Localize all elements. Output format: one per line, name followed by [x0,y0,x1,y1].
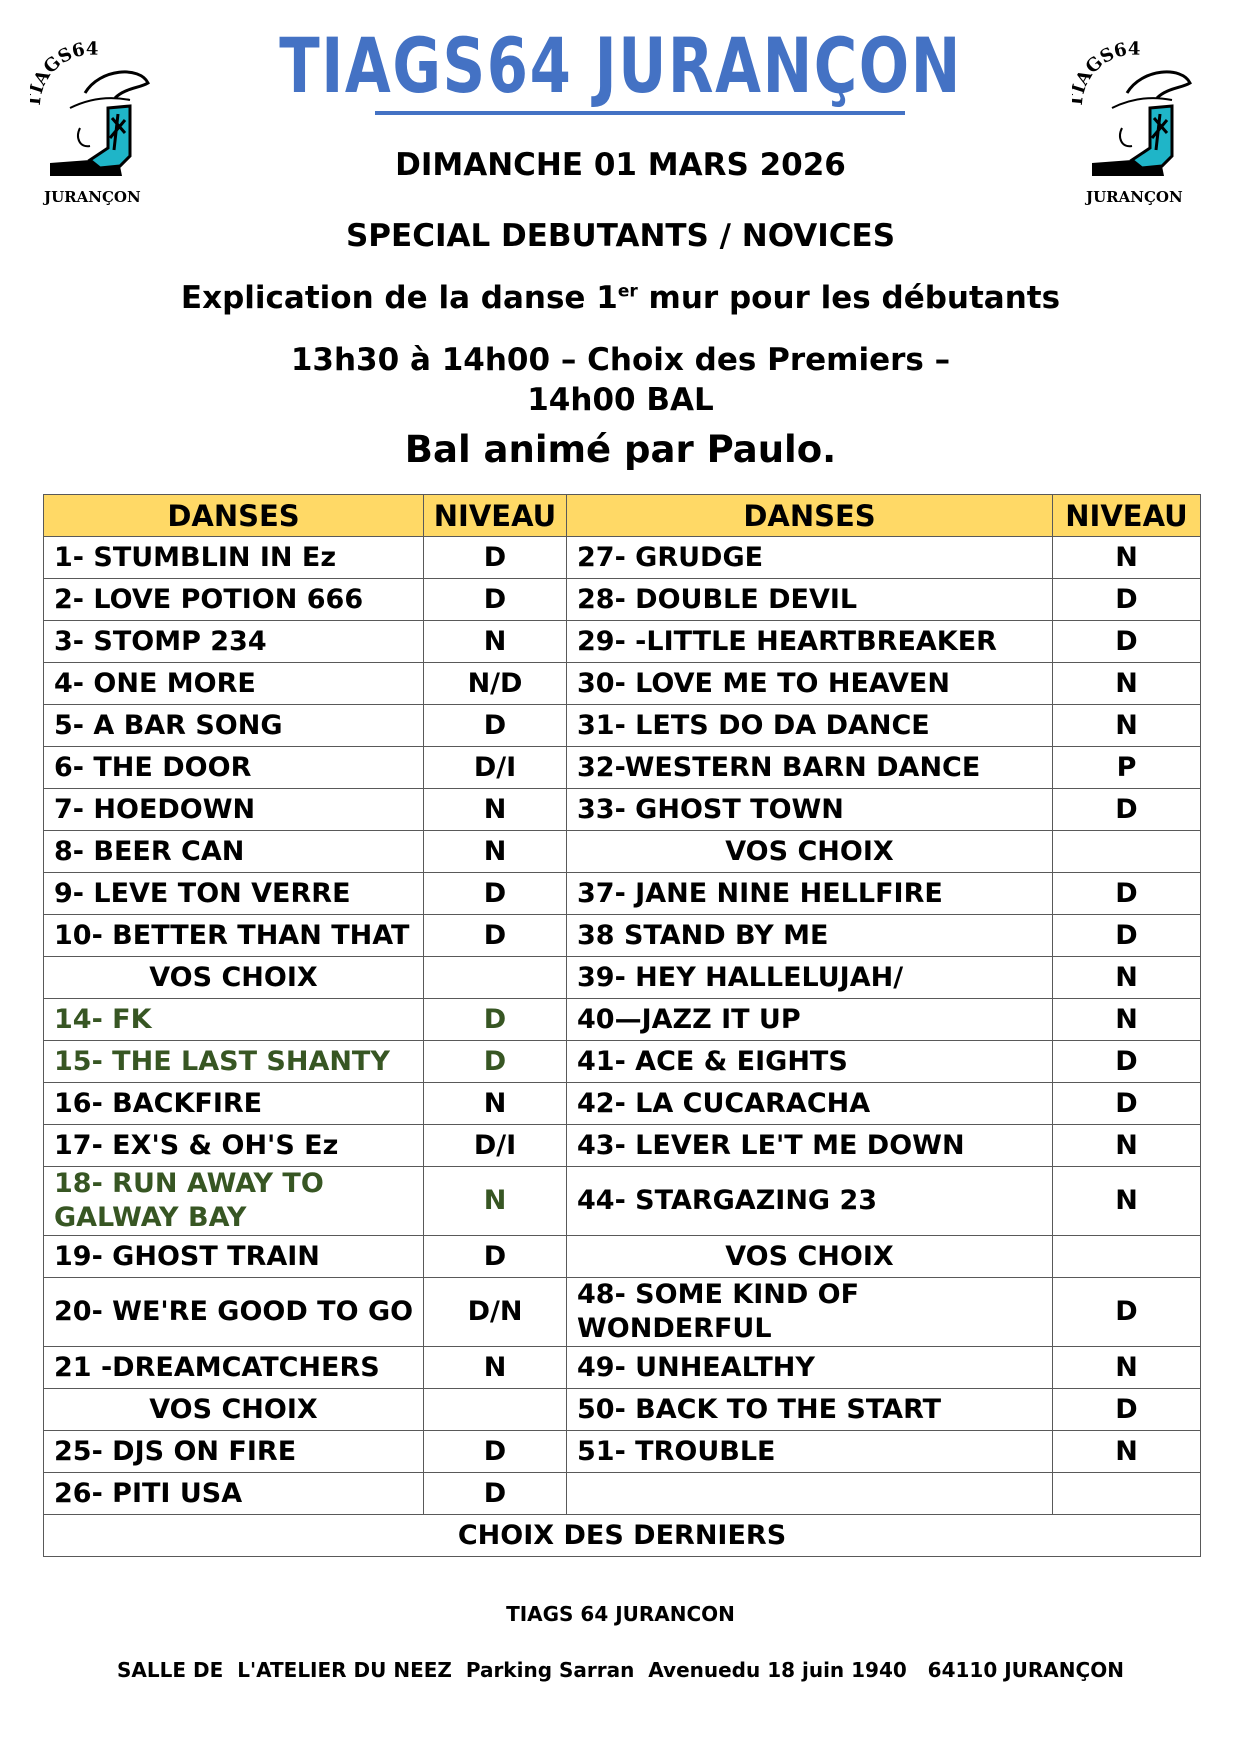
level-left: D [424,705,567,747]
level-left: D [424,999,567,1041]
dance-right: 51- TROUBLE [567,1431,1053,1473]
table-row [44,957,1201,999]
dance-right: 48- SOME KIND OF WONDERFUL [567,1278,1053,1347]
level-left: N [424,621,567,663]
level-left: D [424,873,567,915]
level-right: D [1053,789,1201,831]
dance-left: 2- LOVE POTION 666 [44,579,424,621]
dance-right: 40—JAZZ IT UP [567,999,1053,1041]
level-right: N [1053,1431,1201,1473]
level-right: N [1053,537,1201,579]
dance-right: 49- UNHEALTHY [567,1347,1053,1389]
dance-left: 15- THE LAST SHANTY [44,1041,424,1083]
dance-right: 29- -LITTLE HEARTBREAKER [567,621,1053,663]
table-row [44,873,1201,915]
dance-left: 3- STOMP 234 [44,621,424,663]
dance-left: 8- BEER CAN [44,831,424,873]
dance-right: 28- DOUBLE DEVIL [567,579,1053,621]
level-right [1053,1236,1201,1278]
explication-sup: er [617,281,638,302]
logo-bottom-text: JURANÇON [44,188,141,206]
level-right: P [1053,747,1201,789]
level-left: D [424,579,567,621]
table-row [44,537,1201,579]
level-left [424,1389,567,1431]
table-row [44,621,1201,663]
special-heading: SPECIAL DEBUTANTS / NOVICES [345,218,896,254]
table-row [44,663,1201,705]
dance-left: 7- HOEDOWN [44,789,424,831]
table-row [44,831,1201,873]
level-left: N [424,1167,567,1236]
level-left: D [424,1041,567,1083]
logo-bottom-text: JURANÇON [1086,188,1183,206]
level-left: N/D [424,663,567,705]
dance-left: 26- PITI USA [44,1473,424,1515]
level-right: D [1053,873,1201,915]
table-row [44,915,1201,957]
table-body [44,537,1201,1557]
title-text: TIAGS64 JURANÇON [279,21,962,110]
table-row [44,999,1201,1041]
dance-left: 4- ONE MORE [44,663,424,705]
dance-left: 16- BACKFIRE [44,1083,424,1125]
level-right [1053,1473,1201,1515]
header-niveau-right: NIVEAU [1053,495,1201,537]
level-right: N [1053,663,1201,705]
dance-left: 14- FK [44,999,424,1041]
dance-left: 6- THE DOOR [44,747,424,789]
level-right: D [1053,1041,1201,1083]
level-left: D [424,1236,567,1278]
dance-right: 31- LETS DO DA DANCE [567,705,1053,747]
dance-right: 43- LEVER LE'T ME DOWN [567,1125,1053,1167]
dance-right: 32-WESTERN BARN DANCE [567,747,1053,789]
level-left: D/I [424,1125,567,1167]
table-row [44,1389,1201,1431]
page-title [0,22,1241,110]
table-row [44,789,1201,831]
dance-right: VOS CHOIX [567,1236,1053,1278]
level-left: N [424,831,567,873]
dance-left: VOS CHOIX [44,957,424,999]
header-niveau-left: NIVEAU [424,495,567,537]
title-underline [375,111,905,115]
level-right: N [1053,1125,1201,1167]
explication-line [0,280,1241,316]
date-line: DIMANCHE 01 MARS 2026 [395,147,846,183]
level-left: D/I [424,747,567,789]
header-danses-right: DANSES [567,495,1053,537]
explication-pre: Explication de la danse 1 [180,280,618,316]
level-left: D [424,1431,567,1473]
level-left: N [424,789,567,831]
logo-arc-text: AGS64 [1072,38,1141,90]
level-left: D [424,537,567,579]
level-left: D/N [424,1278,567,1347]
dance-right: 38 STAND BY ME [567,915,1053,957]
dance-right: 37- JANE NINE HELLFIRE [567,873,1053,915]
bal-time-line: 14h00 BAL [527,382,714,418]
table-row [44,1083,1201,1125]
level-left: D [424,1473,567,1515]
dance-right: 27- GRUDGE [567,537,1053,579]
table-row [44,1041,1201,1083]
header-danses-left: DANSES [44,495,424,537]
dance-left: 18- RUN AWAY TO GALWAY BAY [44,1167,424,1236]
dance-right: 42- LA CUCARACHA [567,1083,1053,1125]
level-right: N [1053,1347,1201,1389]
dance-right: 33- GHOST TOWN [567,789,1053,831]
dance-left: 21 -DREAMCATCHERS [44,1347,424,1389]
level-right: D [1053,1278,1201,1347]
dance-left: 19- GHOST TRAIN [44,1236,424,1278]
level-right: D [1053,1083,1201,1125]
level-left: N [424,1083,567,1125]
logo-arc-text: AGS64 [30,38,99,90]
table-row [44,1347,1201,1389]
table-row-last [44,1515,1201,1557]
dance-left: 25- DJS ON FIRE [44,1431,424,1473]
dance-left: 10- BETTER THAN THAT [44,915,424,957]
choix-des-derniers: CHOIX DES DERNIERS [44,1515,1201,1557]
table-row [44,1125,1201,1167]
level-right: N [1053,999,1201,1041]
dance-right: 50- BACK TO THE START [567,1389,1053,1431]
level-right: N [1053,705,1201,747]
dance-left: 17- EX'S & OH'S Ez [44,1125,424,1167]
level-right: D [1053,621,1201,663]
table-row [44,747,1201,789]
dance-left: 20- WE'RE GOOD TO GO [44,1278,424,1347]
dance-right: 39- HEY HALLELUJAH/ [567,957,1053,999]
dance-program-table [43,494,1201,1557]
table-row [44,1236,1201,1278]
dance-right [567,1473,1053,1515]
explication-post: mur pour les débutants [637,280,1061,316]
level-right: D [1053,579,1201,621]
schedule-line: 13h30 à 14h00 – Choix des Premiers – [290,342,951,378]
table-row [44,1167,1201,1236]
table-row [44,1278,1201,1347]
level-left: D [424,915,567,957]
table-row [44,705,1201,747]
table-row [44,1431,1201,1473]
footer-club: TIAGS 64 JURANCON [506,1602,735,1626]
dance-right: 41- ACE & EIGHTS [567,1041,1053,1083]
level-right: N [1053,957,1201,999]
table-header-row [44,495,1201,537]
level-right: N [1053,1167,1201,1236]
level-right [1053,831,1201,873]
dance-left: 5- A BAR SONG [44,705,424,747]
table-row [44,1473,1201,1515]
dance-right: VOS CHOIX [567,831,1053,873]
dance-left: 1- STUMBLIN IN Ez [44,537,424,579]
dance-right: 30- LOVE ME TO HEAVEN [567,663,1053,705]
level-left [424,957,567,999]
level-right: D [1053,1389,1201,1431]
dance-right: 44- STARGAZING 23 [567,1167,1053,1236]
table-row [44,579,1201,621]
level-left: N [424,1347,567,1389]
dance-left: VOS CHOIX [44,1389,424,1431]
bal-anime-line: Bal animé par Paulo. [404,428,837,471]
footer-address: SALLE DE L'ATELIER DU NEEZ Parking Sarran Avenuedu 18 juin 1940 64110 JURANÇON [117,1658,1124,1682]
level-right: D [1053,915,1201,957]
dance-left: 9- LEVE TON VERRE [44,873,424,915]
